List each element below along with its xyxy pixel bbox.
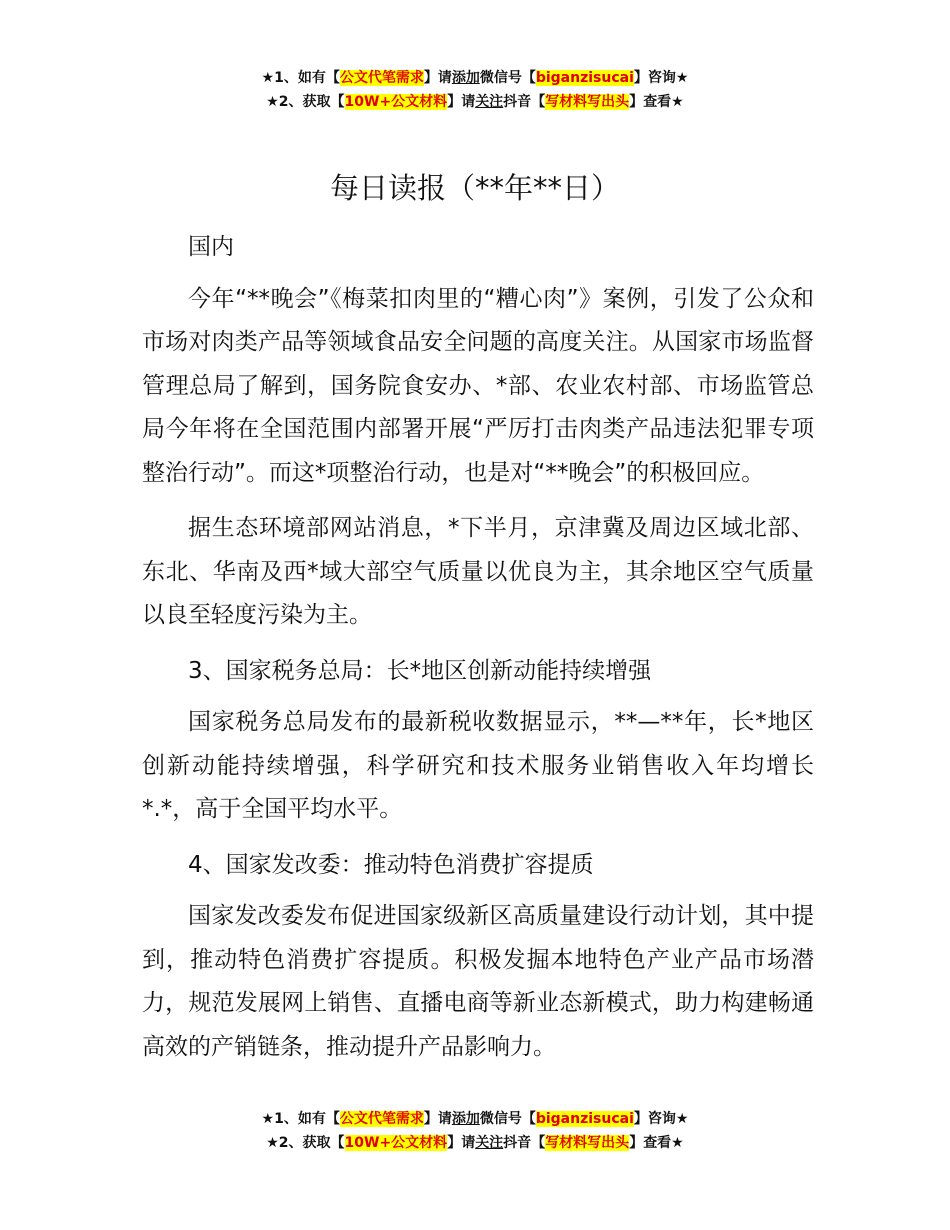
banner-text: 抖音 bbox=[503, 94, 532, 110]
bracket: 【 bbox=[330, 1135, 345, 1151]
banner-text: ★2、获取 bbox=[266, 94, 331, 110]
banner-text: 请 bbox=[437, 1111, 452, 1127]
heading-ndrc: 4、国家发改委：推动特色消费扩容提质 bbox=[188, 851, 594, 878]
bracket: 【 bbox=[325, 70, 340, 86]
section-heading-domestic: 国内 bbox=[188, 234, 234, 260]
bracket: 】 bbox=[629, 94, 644, 110]
banner-text: ★1、如有 bbox=[261, 1111, 326, 1127]
header-banner bbox=[0, 66, 950, 114]
bracket: 】 bbox=[423, 1111, 438, 1127]
banner-text: 请 bbox=[437, 70, 452, 86]
banner-line-1 bbox=[0, 1107, 950, 1131]
paragraph-ndrc-plan: 国家发改委发布促进国家级新区高质量建设行动计划，其中提到，推动特色消费扩容提质。积极发掘本地特色产业产品市场潜力，规范发展网上销售、直播电商等新业态新模式，助力构建畅通高效的产销链条，推动提升产品影响力。 bbox=[142, 903, 814, 1060]
highlight-douyin-account: 写材料写出头 bbox=[545, 1135, 630, 1151]
document-title: 每日读报（**年**日） bbox=[329, 171, 620, 205]
banner-text: ★2、获取 bbox=[266, 1135, 331, 1151]
bracket: 【 bbox=[531, 1135, 546, 1151]
bracket: 【 bbox=[521, 70, 536, 86]
underlined-verb: 添加 bbox=[451, 70, 480, 86]
highlight-service: 公文代笔需求 bbox=[339, 70, 424, 86]
underlined-verb: 添加 bbox=[451, 1111, 480, 1127]
banner-text: 查看★ bbox=[643, 1135, 684, 1151]
banner-text: 抖音 bbox=[503, 1135, 532, 1151]
banner-text: 微信号 bbox=[479, 1111, 522, 1127]
heading-tax-bureau: 3、国家税务总局：长*地区创新动能持续增强 bbox=[188, 657, 652, 684]
banner-text: ★1、如有 bbox=[261, 70, 326, 86]
underlined-verb: 关注 bbox=[475, 94, 504, 110]
bracket: 【 bbox=[531, 94, 546, 110]
footer-banner bbox=[0, 1107, 950, 1155]
highlight-materials: 10W+公文材料 bbox=[344, 1135, 448, 1151]
banner-text: 咨询★ bbox=[647, 70, 689, 86]
bracket: 】 bbox=[423, 70, 438, 86]
bracket: 【 bbox=[325, 1111, 340, 1127]
banner-line-2 bbox=[0, 90, 950, 114]
highlight-douyin-account: 写材料写出头 bbox=[545, 94, 630, 110]
underlined-verb: 关注 bbox=[475, 1135, 504, 1151]
bracket: 【 bbox=[330, 94, 345, 110]
banner-text: 查看★ bbox=[643, 94, 684, 110]
document-body bbox=[142, 226, 814, 1081]
bracket: 】 bbox=[633, 70, 648, 86]
banner-text: 请 bbox=[461, 94, 476, 110]
banner-line-2 bbox=[0, 1131, 950, 1155]
bracket: 】 bbox=[447, 1135, 462, 1151]
bracket: 【 bbox=[521, 1111, 536, 1127]
banner-text: 微信号 bbox=[479, 70, 522, 86]
paragraph-tax-data: 国家税务总局发布的最新税收数据显示，**—**年，长*地区创新动能持续增强，科学研究和技术服务业销售收入年均增长*.*，高于全国平均水平。 bbox=[142, 709, 814, 822]
paragraph-air-quality: 据生态环境部网站消息，*下半月，京津冀及周边区域北部、东北、华南及西*域大部空气质量以优良为主，其余地区空气质量以良至轻度污染为主。 bbox=[142, 515, 814, 628]
bracket: 】 bbox=[447, 94, 462, 110]
highlight-materials: 10W+公文材料 bbox=[344, 94, 448, 110]
banner-line-1 bbox=[0, 66, 950, 90]
highlight-wechat-id: biganzisucai bbox=[535, 1111, 634, 1127]
paragraph-food-safety: 今年“**晚会”《梅菜扣肉里的“糟心肉”》案例，引发了公众和市场对肉类产品等领域食品安全问题的高度关注。从国家市场监督管理总局了解到，国务院食安办、*部、农业农村部、市场监管总局今年将在全国范围内部署开展“严厉打击肉类产品违法犯罪专项整治行动”。而这*项整治行动，也是对“**晚会”的积极回应。 bbox=[142, 285, 814, 486]
highlight-service: 公文代笔需求 bbox=[339, 1111, 424, 1127]
banner-text: 请 bbox=[461, 1135, 476, 1151]
bracket: 】 bbox=[629, 1135, 644, 1151]
bracket: 】 bbox=[633, 1111, 648, 1127]
highlight-wechat-id: biganzisucai bbox=[535, 70, 634, 86]
banner-text: 咨询★ bbox=[647, 1111, 689, 1127]
